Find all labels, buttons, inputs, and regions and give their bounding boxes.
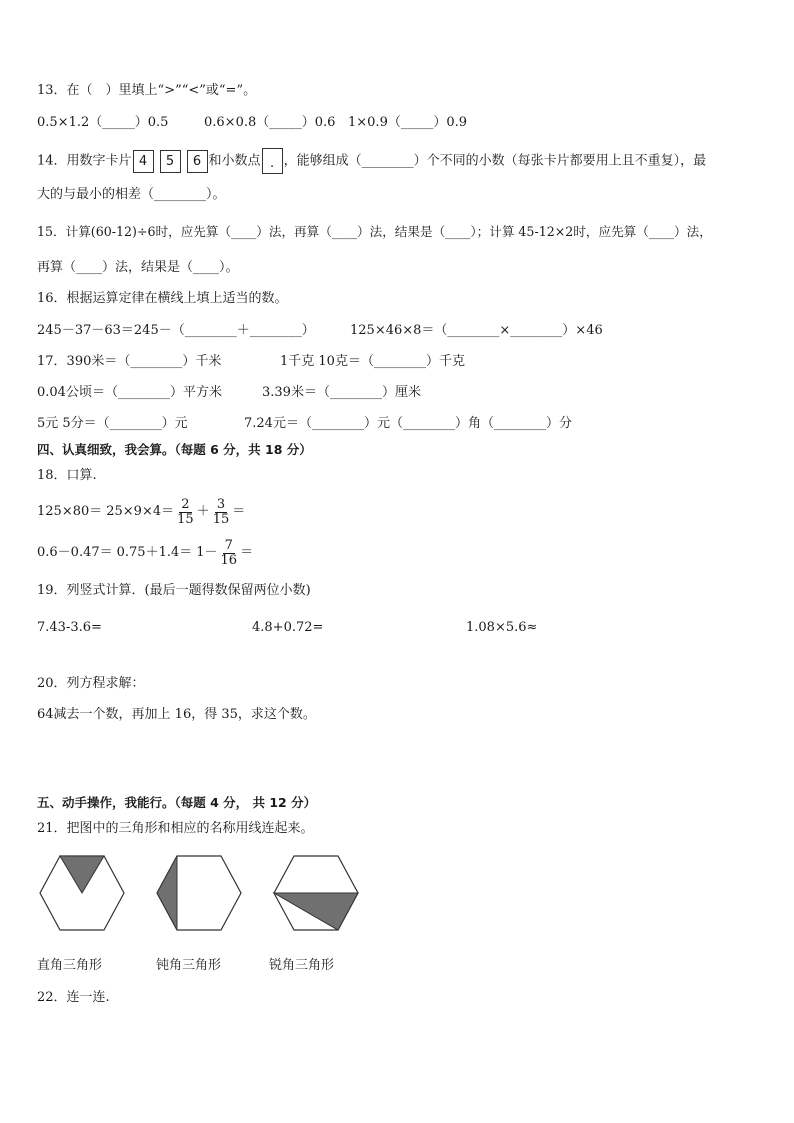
- number-card: 4: [133, 150, 154, 173]
- vertical-calc-item: 1.08×5.6≈: [466, 620, 538, 635]
- oral-calc-item: 0.6－0.47＝: [37, 545, 113, 560]
- fraction: $\frac{2}{15}$: [177, 496, 194, 527]
- q13-title: 13．在（ ）里填上“>”“<”或“=”。: [37, 83, 257, 98]
- fraction: $\frac{3}{15}$: [212, 496, 230, 527]
- q17-item: 3.39米＝（________）厘米: [262, 385, 421, 400]
- q14-line2: 大的与最小的相差（________）。: [37, 187, 226, 202]
- q17-item: 5元 5分＝（________）元: [37, 416, 188, 431]
- q13-item: 1×0.9（_____）0.9: [348, 115, 468, 130]
- section-heading: 四、认真细致，我会算。（每题 6 分，共 18 分）: [37, 442, 312, 457]
- number-card: 6: [187, 150, 208, 173]
- q17-item: 1千克 10克＝（________）千克: [280, 354, 465, 369]
- q17-item: 17．390米＝（________）千米: [37, 354, 222, 369]
- triangle-name-label: 直角三角形: [37, 958, 103, 973]
- triangle-name-label: 锐角三角形: [269, 958, 335, 973]
- q22-title: 22．连一连.: [37, 990, 110, 1005]
- q14-line1: [37, 148, 706, 174]
- vertical-calc-item: 7.43-3.6=: [37, 620, 102, 635]
- plus-sign: ＋: [196, 504, 210, 519]
- oral-calc-item: 1－: [196, 545, 218, 560]
- hexagon-obtuse-triangle-figure: [155, 854, 243, 932]
- q14-mid: 和小数点: [208, 153, 261, 169]
- vertical-calc-item: 4.8+0.72=: [252, 620, 324, 635]
- oral-calc-item: 125×80＝: [37, 504, 103, 519]
- equals-sign: ＝: [240, 545, 254, 560]
- q16-title: 16．根据运算定律在横线上填上适当的数。: [37, 291, 288, 306]
- q14-suffix: ，能够组成（________）个不同的小数（每张卡片都要用上且不重复），最: [283, 153, 707, 169]
- fraction: $\frac{7}{16}$: [220, 537, 238, 568]
- q20-title: 20．列方程求解：: [37, 676, 145, 691]
- q15-line2: 再算（____）法，结果是（____）。: [37, 260, 239, 275]
- hexagon-right-triangle-figure: [38, 854, 126, 932]
- q20-body: 64减去一个数，再加上 16，得 35，求这个数。: [37, 707, 316, 722]
- equals-sign: ＝: [232, 504, 246, 519]
- q15-line1: 15．计算(60-12)÷6时，应先算（____）法，再算（____）法，结果是（____）；计算 45-12×2时，应先算（____）法，: [37, 224, 712, 239]
- q18-title: 18．口算.: [37, 468, 97, 483]
- decimal-point-card: .: [262, 148, 283, 174]
- q17-item: 7.24元＝（________）元（________）角（________）分: [244, 416, 572, 431]
- number-card: 5: [160, 150, 181, 173]
- q17-item: 0.04公顷＝（________）平方米: [37, 385, 222, 400]
- q19-title: 19．列竖式计算．(最后一题得数保留两位小数): [37, 583, 311, 598]
- q18-row1: [37, 497, 245, 527]
- triangle-name-label: 钝角三角形: [156, 958, 222, 973]
- q13-item: 0.6×0.8（_____）0.6: [204, 115, 336, 130]
- q18-row2: [37, 538, 253, 568]
- q14-prefix: 14．用数字卡片: [37, 153, 132, 169]
- triangle-shape: [157, 856, 177, 930]
- oral-calc-item: 0.75＋1.4＝: [116, 545, 193, 560]
- section-heading: 五、动手操作，我能行。（每题 4 分， 共 12 分）: [37, 795, 317, 810]
- q21-title: 21．把图中的三角形和相应的名称用线连起来。: [37, 821, 314, 836]
- q13-item: 0.5×1.2（_____）0.5: [37, 115, 169, 130]
- oral-calc-item: 25×9×4＝: [106, 504, 175, 519]
- q16-item-a: 245－37－63＝245－（________＋________）: [37, 323, 315, 338]
- q16-item-b: 125×46×8＝（________×________）×46: [350, 323, 603, 338]
- hexagon-acute-triangle-figure: [272, 854, 360, 932]
